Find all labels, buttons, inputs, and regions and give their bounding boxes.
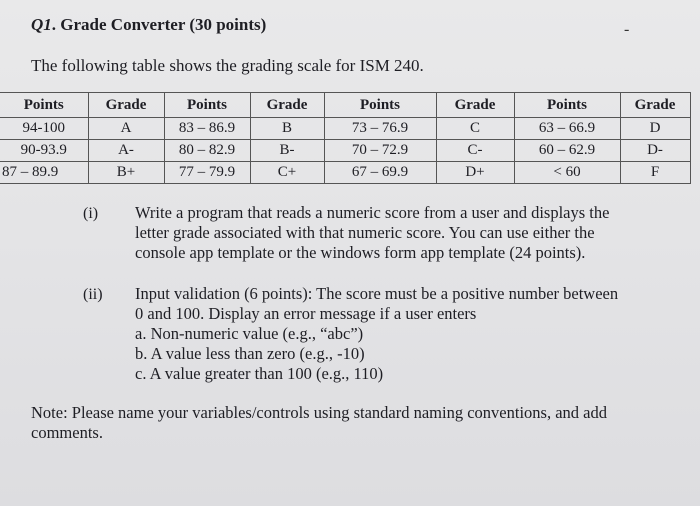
intro-text: The following table shows the grading scale for ISM 240.: [31, 56, 424, 75]
part-line: 0 and 100. Display an error message if a user enters: [135, 304, 477, 323]
column-header: Points: [324, 93, 436, 118]
table-cell: 90-93.9: [0, 140, 88, 162]
table-cell: A-: [88, 140, 164, 162]
table-cell: 70 – 72.9: [324, 140, 436, 162]
table-cell: B-: [250, 140, 324, 162]
column-header: Points: [514, 93, 620, 118]
column-header: Points: [0, 93, 88, 118]
column-header: Points: [164, 93, 250, 118]
table-cell: D: [620, 118, 690, 140]
table-cell: D-: [620, 140, 690, 162]
table-cell: 63 – 66.9: [514, 118, 620, 140]
question-title: [31, 15, 266, 35]
part-line: Input validation (6 points): The score must be a positive number between: [135, 284, 619, 303]
table-cell: 94-100: [0, 118, 88, 140]
table-cell: 77 – 79.9: [164, 162, 250, 184]
part-line: letter grade associated with that numeric score. You can use either the: [135, 223, 595, 242]
part-line: Write a program that reads a numeric score from a user and displays the: [135, 203, 610, 222]
table-cell: 83 – 86.9: [164, 118, 250, 140]
table-header-row: [0, 93, 690, 118]
list-item: c. A value greater than 100 (e.g., 110): [135, 364, 384, 383]
table-cell: 87 – 89.9: [0, 162, 88, 184]
grading-scale-table: [0, 92, 691, 184]
table-cell: C+: [250, 162, 324, 184]
table-cell: B: [250, 118, 324, 140]
stray-mark: -: [624, 21, 630, 38]
table-cell: 60 – 62.9: [514, 140, 620, 162]
column-header: Grade: [250, 93, 324, 118]
column-header: Grade: [436, 93, 514, 118]
column-header: Grade: [88, 93, 164, 118]
table-row: [0, 162, 690, 184]
table-cell: 73 – 76.9: [324, 118, 436, 140]
table-cell: 67 – 69.9: [324, 162, 436, 184]
part-line: console app template or the windows form app template (24 points).: [135, 243, 586, 262]
table-cell: 80 – 82.9: [164, 140, 250, 162]
table-cell: < 60: [514, 162, 620, 184]
list-item: b. A value less than zero (e.g., -10): [135, 344, 365, 363]
table-cell: B+: [88, 162, 164, 184]
table-cell: F: [620, 162, 690, 184]
part-ii-text: [135, 284, 675, 384]
part-label: (i): [83, 205, 99, 222]
question-title-text: . Grade Converter (30 points): [51, 15, 267, 34]
table-row: [0, 118, 690, 140]
table-cell: C-: [436, 140, 514, 162]
list-item: a. Non-numeric value (e.g., “abc”): [135, 324, 364, 343]
part-i-text: [135, 203, 675, 263]
table-cell: D+: [436, 162, 514, 184]
column-header: Grade: [620, 93, 690, 118]
question-number: Q1: [31, 15, 52, 34]
table-row: [0, 140, 690, 162]
table-cell: A: [88, 118, 164, 140]
table-cell: C: [436, 118, 514, 140]
part-label: (ii): [83, 286, 103, 303]
note-text: Note: Please name your variables/controls using standard naming conventions, and add comments.: [31, 403, 607, 442]
